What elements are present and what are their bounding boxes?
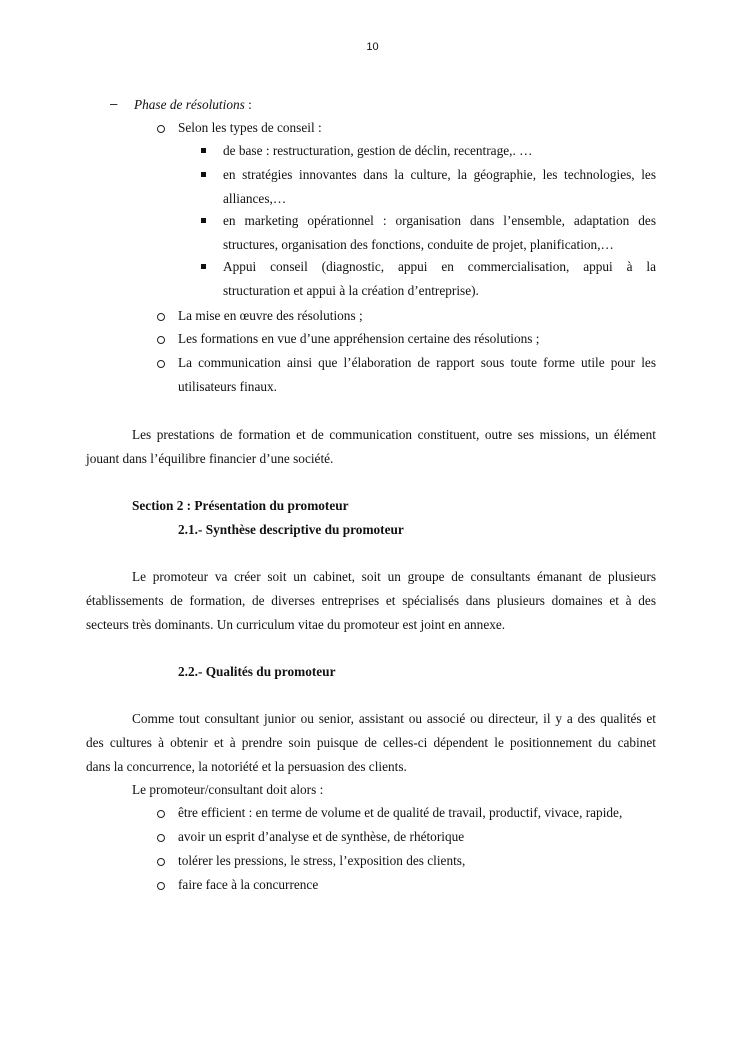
circle-bullet (157, 360, 165, 368)
phase-heading (134, 97, 252, 113)
quality-item: tolérer les pressions, le stress, l’exposition des clients, (178, 853, 466, 868)
consult-type-item: en marketing opérationnel : organisation dans l’ensemble, adaptation des (223, 213, 656, 228)
lead-line: Le promoteur/consultant doit alors : (132, 782, 324, 797)
consult-type-item: de base : restructuration, gestion de déclin, recentrage,. … (223, 143, 533, 158)
circle-bullet (157, 125, 165, 133)
consult-type-item: Appui conseil (diagnostic, appui en commercialisation, appui à la (223, 259, 656, 274)
circle-bullet (157, 810, 165, 818)
subsection-title: 2.2.- Qualités du promoteur (178, 664, 336, 679)
phase-item: La mise en œuvre des résolutions ; (178, 308, 363, 323)
subsection-title: 2.1.- Synthèse descriptive du promoteur (178, 522, 404, 537)
page-number: 10 (366, 41, 379, 53)
paragraph-line: Le promoteur va créer soit un cabinet, soit un groupe de consultants émanant de plusieurs (132, 569, 656, 584)
circle-bullet (157, 834, 165, 842)
quality-item: avoir un esprit d’analyse et de synthèse, de rhétorique (178, 829, 465, 844)
dash-bullet: – (110, 96, 118, 111)
paragraph-line: Les prestations de formation et de communication constituent, outre ses missions, un élément (132, 427, 656, 442)
phase-title: Phase de résolutions (134, 97, 245, 112)
phase-sub-heading: Selon les types de conseil : (178, 120, 322, 135)
circle-bullet (157, 858, 165, 866)
circle-bullet (157, 313, 165, 321)
consult-type-item-continued: structuration et appui à la création d’entreprise). (223, 283, 479, 298)
section-title: Section 2 : Présentation du promoteur (132, 498, 349, 513)
square-bullet (201, 264, 206, 269)
paragraph-line: dans la concurrence, la notoriété et la persuasion des clients. (86, 759, 407, 774)
quality-item: être efficient : en terme de volume et de qualité de travail, productif, vivace, rapide, (178, 805, 623, 820)
square-bullet (201, 148, 206, 153)
paragraph-line: établissements de formation, de diverses entreprises et spécialisés dans plusieurs domaines et à des (86, 593, 656, 608)
consult-type-item-continued: alliances,… (223, 191, 287, 206)
consult-type-item-continued: structures, organisation des fonctions, conduite de projet, planification,… (223, 237, 614, 252)
circle-bullet (157, 336, 165, 344)
phase-item-continued: utilisateurs finaux. (178, 379, 277, 394)
square-bullet (201, 172, 206, 177)
square-bullet (201, 218, 206, 223)
paragraph-line: secteurs très dominants. Un curriculum vitae du promoteur est joint en annexe. (86, 617, 506, 632)
paragraph-line: des cultures à obtenir et à prendre soin puisque de celles-ci dépendent le positionnement du cabinet (86, 735, 656, 750)
phase-item: Les formations en vue d’une appréhension certaine des résolutions ; (178, 331, 540, 346)
quality-item: faire face à la concurrence (178, 877, 319, 892)
paragraph-line: jouant dans l’équilibre financier d’une société. (86, 451, 334, 466)
phase-item: La communication ainsi que l’élaboration de rapport sous toute forme utile pour les (178, 355, 656, 370)
phase-suffix: : (244, 97, 252, 112)
paragraph-line: Comme tout consultant junior ou senior, assistant ou associé ou directeur, il y a des qualités et (132, 711, 656, 726)
circle-bullet (157, 882, 165, 890)
consult-type-item: en stratégies innovantes dans la culture, la géographie, les technologies, les (223, 167, 656, 182)
